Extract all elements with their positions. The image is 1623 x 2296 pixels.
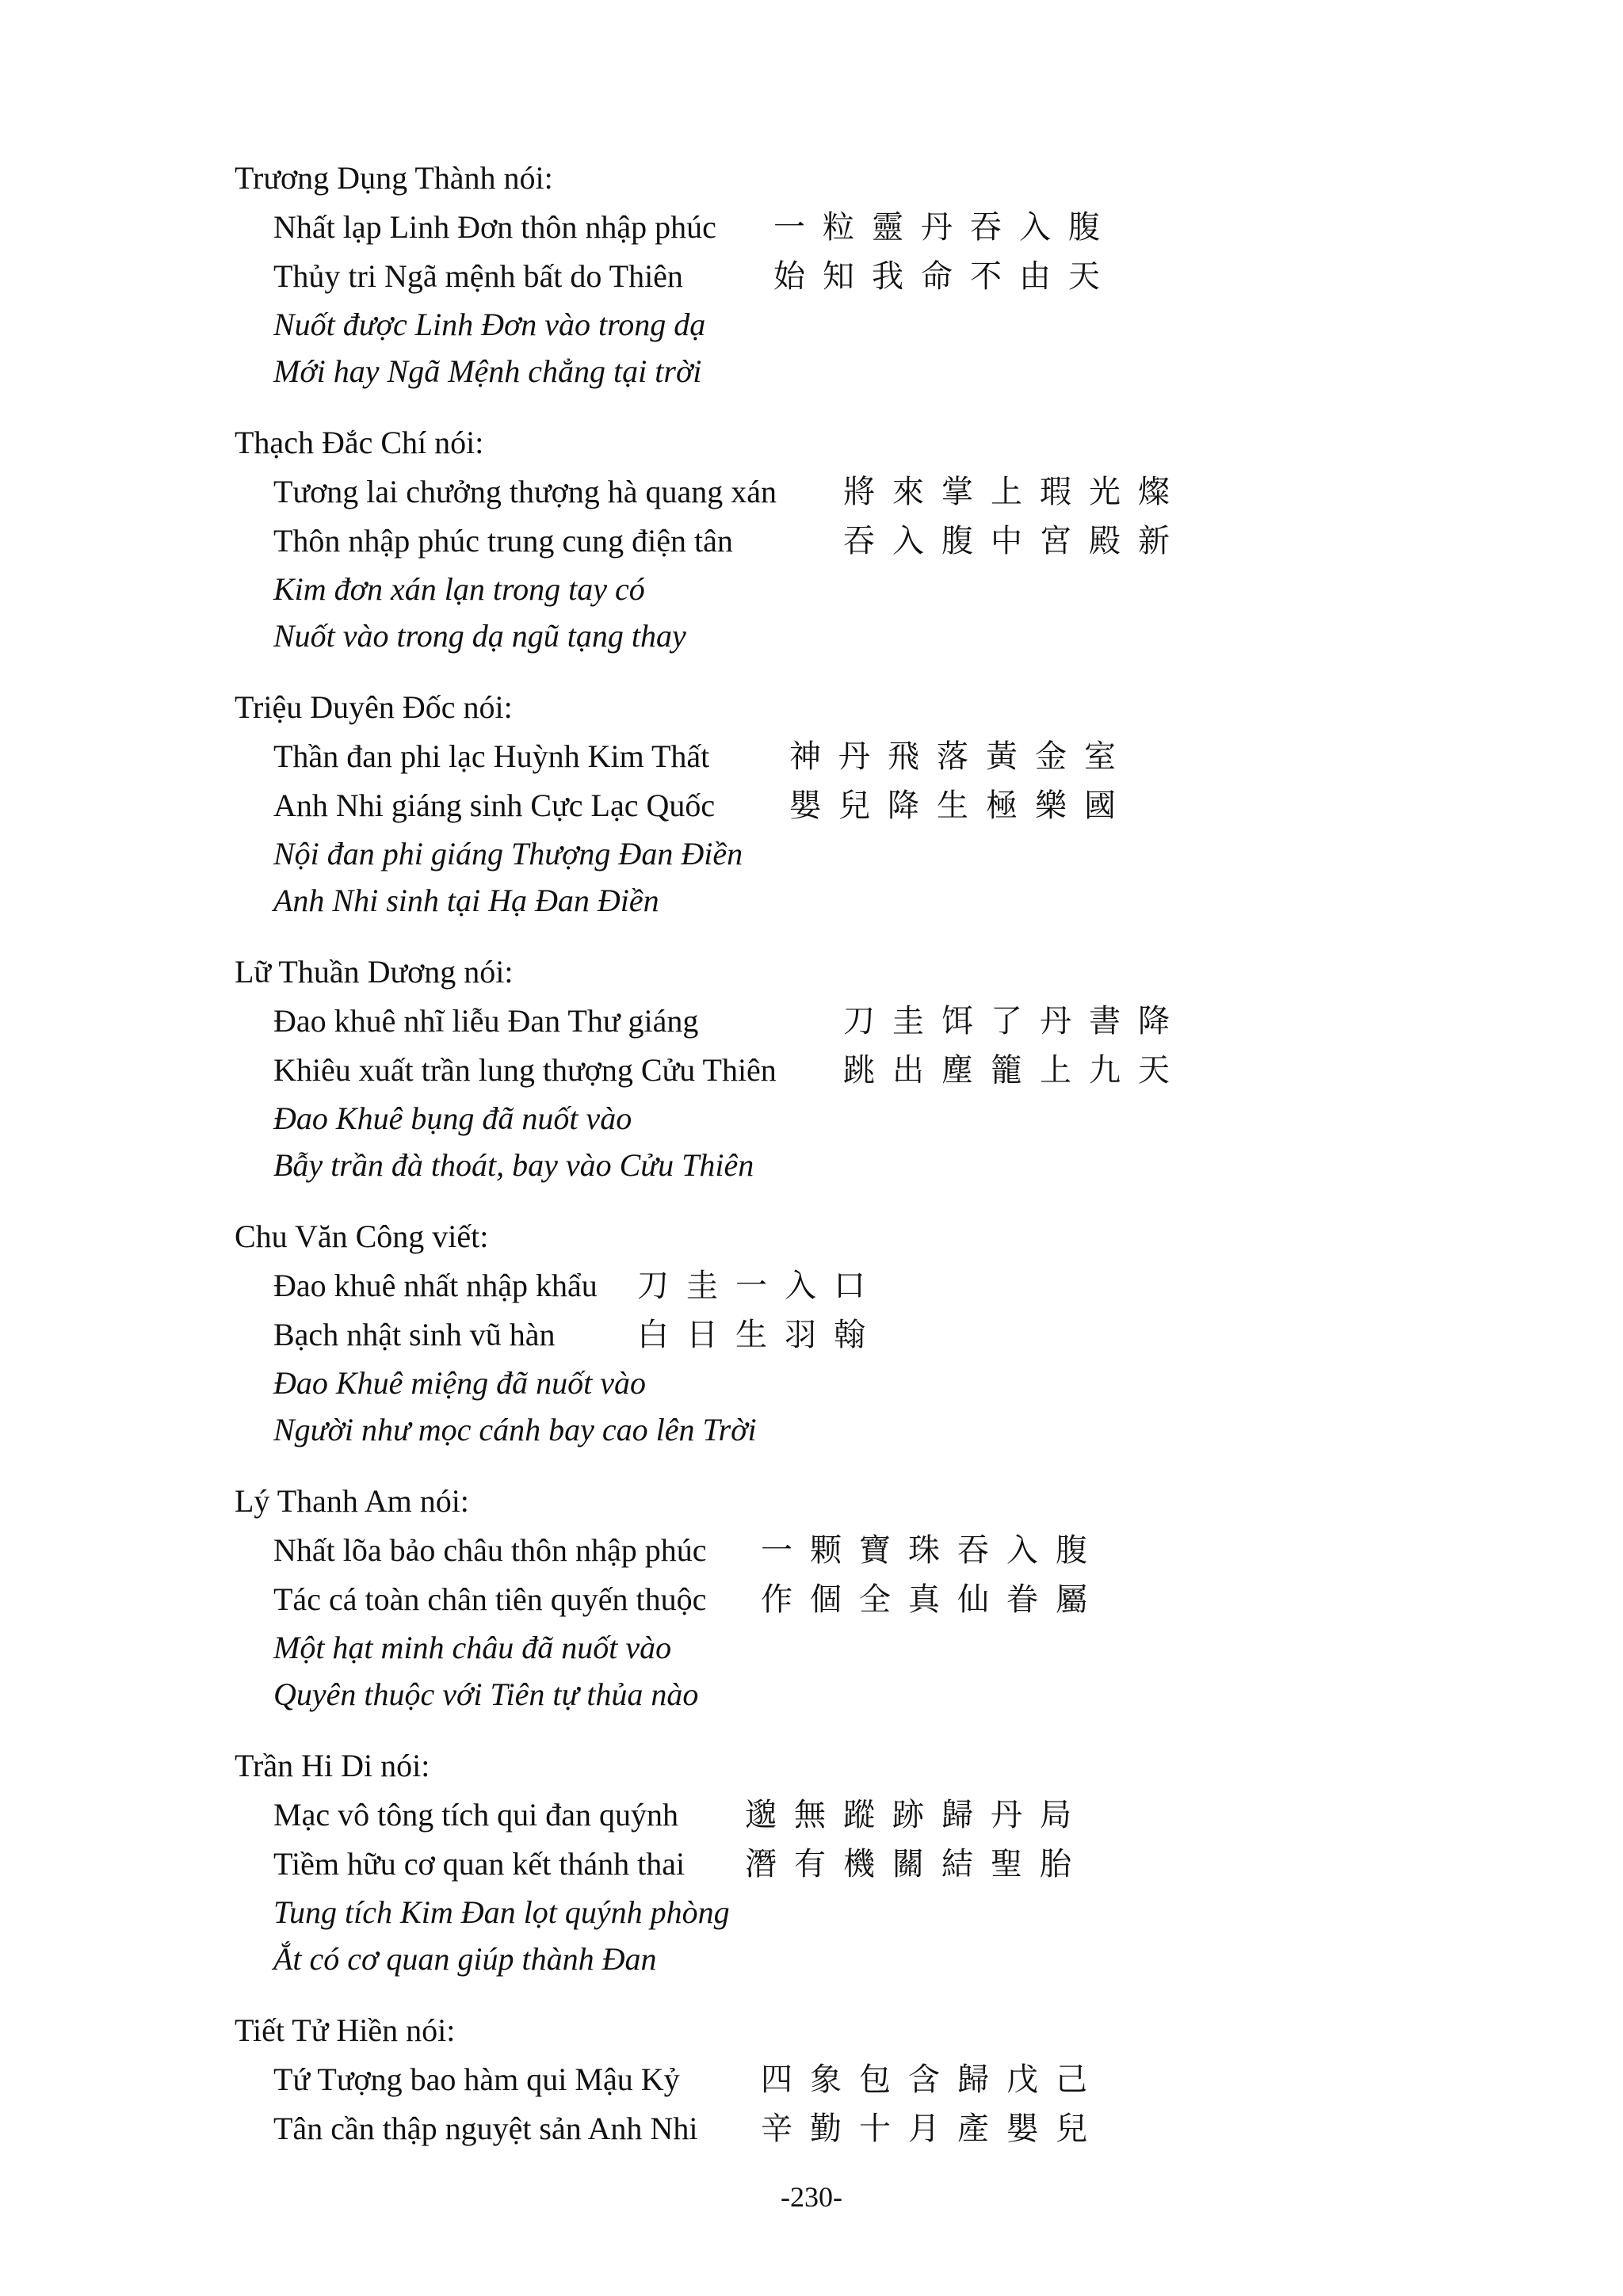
poem-section [235,683,1423,924]
verse-transliteration: Thôn nhập phúc trung cung điện tân [273,523,733,559]
translation-line: Đao Khuê miệng đã nuốt vào [273,1365,646,1401]
translation-line: Anh Nhi sinh tại Hạ Đan Điền [273,883,659,918]
verse-line [235,781,1423,830]
verse-chinese: 將來掌上瑕光燦 [843,474,1187,510]
verse-chinese: 刀圭一入口 [637,1268,883,1304]
page-number: -230- [781,2181,842,2213]
translation-line: Ắt có cơ quan giúp thành Đan [273,1941,657,1977]
verse-line [235,1261,1423,1310]
verse-transliteration: Đao khuê nhĩ liễu Đan Thư giáng [273,1003,699,1039]
poem-section [235,1212,1423,1453]
verse-line [235,2104,1423,2153]
verse-transliteration: Anh Nhi giáng sinh Cực Lạc Quốc [273,788,716,823]
poem-section [235,1741,1423,1982]
translation-line: Mới hay Ngã Mệnh chẳng tại trời [273,353,702,389]
verse-chinese: 神丹飛落黃金室 [789,738,1133,775]
translation-line: Một hạt minh châu đã nuốt vào [273,1630,672,1665]
verse-line [235,1310,1423,1360]
translation-line: Tung tích Kim Đan lọt quýnh phòng [273,1894,730,1930]
speaker-heading: Chu Văn Công viết: [235,1219,489,1254]
verse-line [235,252,1423,301]
verse-chinese: 四象包含歸戊己 [761,2061,1105,2098]
verse-line [235,997,1423,1046]
verse-line [235,467,1423,517]
verse-chinese: 吞入腹中宮殿新 [843,523,1187,559]
verse-transliteration: Nhất lõa bảo châu thôn nhập phúc [273,1532,707,1568]
verse-chinese: 辛勤十月產嬰兒 [761,2111,1105,2147]
verse-line [235,203,1423,252]
verse-transliteration: Nhất lạp Linh Đơn thôn nhập phúc [273,209,716,245]
verse-line [235,1046,1423,1095]
verse-transliteration: Tân cần thập nguyệt sản Anh Nhi [273,2111,698,2146]
poem-section [235,154,1423,395]
translation-line: Nuốt vào trong dạ ngũ tạng thay [273,618,686,654]
speaker-heading: Tiết Tử Hiền nói: [235,2012,456,2048]
poem-section [235,1477,1423,1718]
verse-transliteration: Tác cá toàn chân tiên quyến thuộc [273,1581,707,1617]
poem-section [235,418,1423,659]
verse-line [235,1840,1423,1889]
verse-transliteration: Thủy tri Ngã mệnh bất do Thiên [273,258,683,294]
verse-chinese: 潛有機關結聖胎 [745,1846,1089,1882]
speaker-heading: Trần Hi Di nói: [235,1748,430,1783]
verse-transliteration: Bạch nhật sinh vũ hàn [273,1317,556,1352]
verse-transliteration: Thần đan phi lạc Huỳnh Kim Thất [273,738,710,774]
verse-chinese: 白日生羽翰 [637,1317,883,1353]
verse-chinese: 邈無蹤跡歸丹局 [745,1797,1089,1833]
translation-line: Nuốt được Linh Đơn vào trong dạ [273,307,706,342]
verse-line [235,1526,1423,1575]
speaker-heading: Trương Dụng Thành nói: [235,160,553,196]
translation-line: Bẫy trần đà thoát, bay vào Cửu Thiên [273,1147,754,1183]
translation-line: Quyên thuộc với Tiên tự thủa nào [273,1676,699,1712]
verse-chinese: 刀圭饵了丹書降 [843,1003,1187,1039]
speaker-heading: Lý Thanh Am nói: [235,1483,469,1519]
verse-chinese: 始知我命不由天 [773,258,1117,295]
verse-line [235,1791,1423,1840]
translation-line: Nội đan phi giáng Thượng Đan Điền [273,836,743,871]
verse-line [235,2055,1423,2104]
verse-chinese: 一颗寶珠吞入腹 [761,1532,1105,1569]
speaker-heading: Thạch Đắc Chí nói: [235,425,484,460]
translation-line: Đao Khuê bụng đã nuốt vào [273,1100,632,1136]
verse-transliteration: Tứ Tượng bao hàm qui Mậu Kỷ [273,2061,680,2097]
poem-section [235,2006,1423,2153]
translation-line: Người như mọc cánh bay cao lên Trời [273,1412,757,1447]
verse-line [235,1575,1423,1624]
speaker-heading: Lữ Thuần Dương nói: [235,954,514,990]
verse-chinese: 作個全真仙眷屬 [761,1581,1105,1618]
speaker-heading: Triệu Duyên Đốc nói: [235,689,513,725]
poem-section [235,948,1423,1188]
verse-transliteration: Tiềm hữu cơ quan kết thánh thai [273,1846,685,1882]
verse-transliteration: Tương lai chưởng thượng hà quang xán [273,474,777,509]
verse-transliteration: Đao khuê nhất nhập khẩu [273,1268,598,1303]
verse-chinese: 嬰兒降生極樂國 [789,788,1133,824]
verse-line [235,732,1423,781]
verse-transliteration: Khiêu xuất trần lung thượng Cửu Thiên [273,1052,777,1088]
verse-chinese: 跳出塵籠上九天 [843,1052,1187,1089]
verse-line [235,517,1423,566]
verse-chinese: 一粒靈丹吞入腹 [773,209,1117,246]
verse-transliteration: Mạc vô tông tích qui đan quýnh [273,1797,679,1833]
translation-line: Kim đơn xán lạn trong tay có [273,571,645,607]
